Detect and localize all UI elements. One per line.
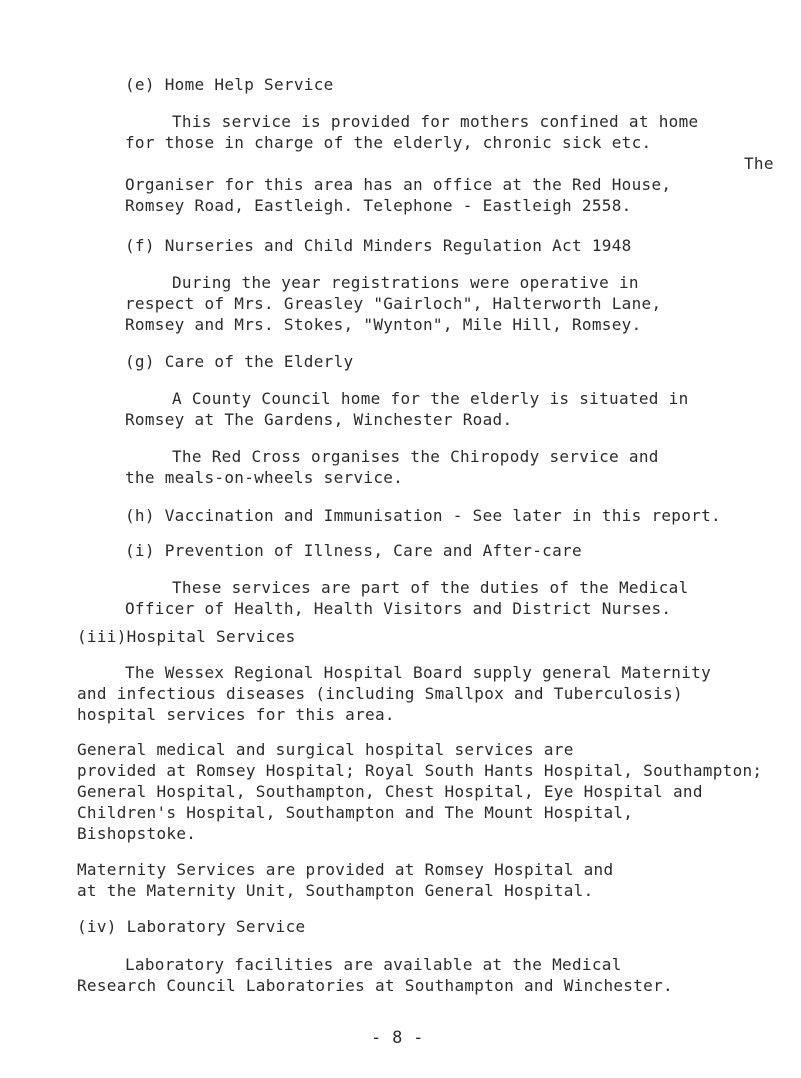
section-f-line-2: respect of Mrs. Greasley "Gairloch", Halterworth Lane, — [125, 294, 662, 313]
section-iii-p3-line-1: Maternity Services are provided at Romsey Hospital and — [77, 860, 614, 879]
section-iv-line-1: Laboratory facilities are available at the Medical — [125, 955, 622, 974]
section-e-line-5: Romsey Road, Eastleigh. Telephone - Eastleigh 2558. — [125, 196, 632, 215]
section-e-line-2: for those in charge of the elderly, chronic sick etc. — [125, 133, 652, 152]
section-iii-p1-line-1: The Wessex Regional Hospital Board supply general Maternity — [125, 663, 712, 682]
section-f-line-1: During the year registrations were operative in — [172, 273, 639, 292]
section-e-heading: (e) Home Help Service — [125, 75, 334, 94]
section-iii-p2-line-4: Children's Hospital, Southampton and The Mount Hospital, — [77, 803, 634, 822]
section-g-heading: (g) Care of the Elderly — [125, 352, 354, 371]
section-iii-p1-line-2: and infectious diseases (including Smallpox and Tuberculosis) — [77, 684, 683, 703]
section-iii-p2-line-3: General Hospital, Southampton, Chest Hospital, Eye Hospital and — [77, 782, 703, 801]
section-iii-heading: (iii)Hospital Services — [77, 627, 296, 646]
section-iii-p2-line-5: Bishopstoke. — [77, 824, 197, 843]
section-iv-heading: (iv) Laboratory Service — [77, 917, 306, 936]
section-g-p2-line-1: The Red Cross organises the Chiropody service and — [172, 447, 659, 466]
section-i-line-2: Officer of Health, Health Visitors and District Nurses. — [125, 599, 672, 618]
section-iii-p2-line-2: provided at Romsey Hospital; Royal South Hants Hospital, Southampton; — [77, 761, 763, 780]
section-e-line-4: Organiser for this area has an office at the Red House, — [125, 175, 672, 194]
section-i-line-1: These services are part of the duties of the Medical — [172, 578, 689, 597]
section-iii-p3-line-2: at the Maternity Unit, Southampton General Hospital. — [77, 881, 594, 900]
section-iii-p1-line-3: hospital services for this area. — [77, 705, 395, 724]
section-g-p1-line-2: Romsey at The Gardens, Winchester Road. — [125, 410, 513, 429]
section-h-heading: (h) Vaccination and Immunisation - See later in this report. — [125, 506, 721, 525]
section-e-line-1: This service is provided for mothers confined at home — [172, 112, 699, 131]
section-e-line-3: The — [744, 154, 774, 173]
section-iv-line-2: Research Council Laboratories at Southampton and Winchester. — [77, 976, 673, 995]
section-g-p1-line-1: A County Council home for the elderly is situated in — [172, 389, 689, 408]
section-f-heading: (f) Nurseries and Child Minders Regulation Act 1948 — [125, 236, 632, 255]
section-i-heading: (i) Prevention of Illness, Care and After-care — [125, 541, 582, 560]
page-number: - 8 - — [371, 1028, 424, 1048]
section-iii-p2-line-1: General medical and surgical hospital services are — [77, 740, 574, 759]
section-f-line-3: Romsey and Mrs. Stokes, "Wynton", Mile Hill, Romsey. — [125, 315, 642, 334]
section-g-p2-line-2: the meals-on-wheels service. — [125, 468, 404, 487]
